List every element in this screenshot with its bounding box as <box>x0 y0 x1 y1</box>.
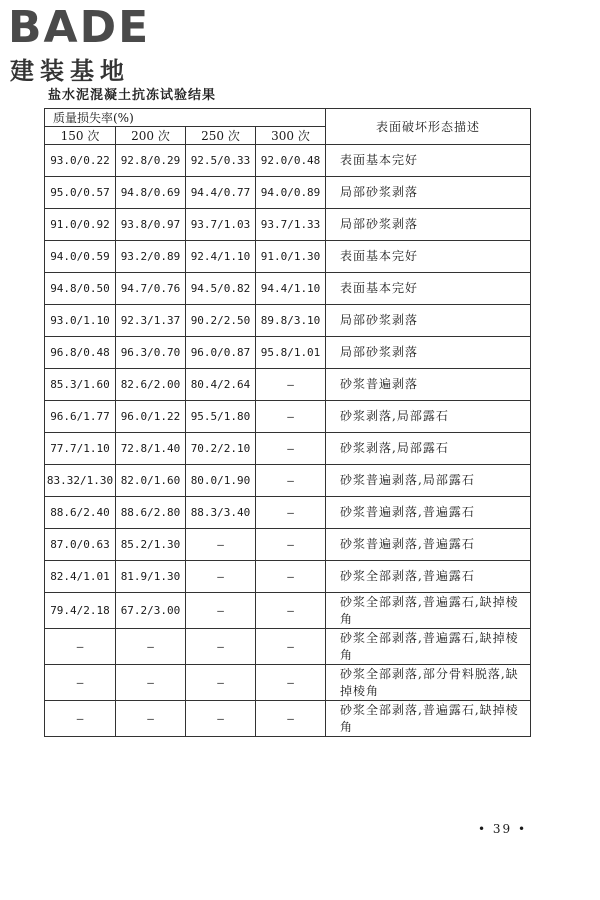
mass-loss-header: 质量损失率(%) <box>45 109 326 127</box>
logo-chinese-text: 建装基地 <box>10 57 130 85</box>
table-row <box>45 497 531 529</box>
table-row <box>45 209 531 241</box>
table-row <box>45 529 531 561</box>
mass-loss-cell: — <box>256 701 326 737</box>
mass-loss-cell: 82.4/1.01 <box>45 561 116 593</box>
description-cell: 局部砂浆剥落 <box>326 209 531 241</box>
mass-loss-cell: 85.3/1.60 <box>45 369 116 401</box>
mass-loss-cell: 95.8/1.01 <box>256 337 326 369</box>
mass-loss-cell: 96.0/1.22 <box>116 401 186 433</box>
mass-loss-cell: — <box>256 369 326 401</box>
mass-loss-cell: — <box>186 561 256 593</box>
table-row <box>45 561 531 593</box>
mass-loss-cell: 92.5/0.33 <box>186 145 256 177</box>
table-row <box>45 465 531 497</box>
run-header-200: 200 次 <box>116 127 186 145</box>
mass-loss-cell: — <box>186 593 256 629</box>
mass-loss-cell: 89.8/3.10 <box>256 305 326 337</box>
mass-loss-cell: 85.2/1.30 <box>116 529 186 561</box>
bade-logo <box>8 4 178 88</box>
description-cell: 局部砂浆剥落 <box>326 305 531 337</box>
table-row <box>45 433 531 465</box>
mass-loss-cell: 77.7/1.10 <box>45 433 116 465</box>
mass-loss-cell: 94.5/0.82 <box>186 273 256 305</box>
description-cell: 局部砂浆剥落 <box>326 177 531 209</box>
mass-loss-cell: — <box>256 561 326 593</box>
table-row <box>45 177 531 209</box>
description-cell: 砂浆全部剥落,普遍露石 <box>326 561 531 593</box>
mass-loss-cell: 80.0/1.90 <box>186 465 256 497</box>
mass-loss-cell: — <box>256 665 326 701</box>
description-cell: 砂浆剥落,局部露石 <box>326 401 531 433</box>
mass-loss-cell: 81.9/1.30 <box>116 561 186 593</box>
table-row <box>45 145 531 177</box>
mass-loss-cell: 96.0/0.87 <box>186 337 256 369</box>
mass-loss-cell: 94.0/0.59 <box>45 241 116 273</box>
run-header-250: 250 次 <box>186 127 256 145</box>
description-cell: 表面基本完好 <box>326 241 531 273</box>
mass-loss-cell: 92.0/0.48 <box>256 145 326 177</box>
mass-loss-cell: — <box>256 465 326 497</box>
mass-loss-cell: 92.8/0.29 <box>116 145 186 177</box>
logo-wordmark: BADE <box>8 2 151 53</box>
description-cell: 砂浆普遍剥落,局部露石 <box>326 465 531 497</box>
description-cell: 表面基本完好 <box>326 273 531 305</box>
table-body <box>45 145 531 737</box>
description-header: 表面破坏形态描述 <box>326 109 531 145</box>
mass-loss-cell: — <box>186 701 256 737</box>
mass-loss-cell: 94.0/0.89 <box>256 177 326 209</box>
table-row <box>45 629 531 665</box>
mass-loss-cell: 93.7/1.33 <box>256 209 326 241</box>
mass-loss-cell: 82.6/2.00 <box>116 369 186 401</box>
mass-loss-cell: 67.2/3.00 <box>116 593 186 629</box>
mass-loss-cell: 91.0/0.92 <box>45 209 116 241</box>
mass-loss-cell: — <box>186 529 256 561</box>
mass-loss-cell: — <box>256 529 326 561</box>
mass-loss-cell: — <box>256 593 326 629</box>
mass-loss-cell: 79.4/2.18 <box>45 593 116 629</box>
mass-loss-cell: 93.2/0.89 <box>116 241 186 273</box>
mass-loss-cell: — <box>116 665 186 701</box>
mass-loss-cell: 83.32/1.30 <box>45 465 116 497</box>
mass-loss-cell: 80.4/2.64 <box>186 369 256 401</box>
mass-loss-cell: 96.6/1.77 <box>45 401 116 433</box>
description-cell: 砂浆剥落,局部露石 <box>326 433 531 465</box>
mass-loss-cell: — <box>256 401 326 433</box>
mass-loss-cell: 93.8/0.97 <box>116 209 186 241</box>
table-row <box>45 593 531 629</box>
description-cell: 砂浆全部剥落,普遍露石,缺掉棱角 <box>326 629 531 665</box>
mass-loss-cell: 87.0/0.63 <box>45 529 116 561</box>
table-title: 盐水泥混凝土抗冻试验结果 <box>48 88 217 103</box>
description-cell: 砂浆普遍剥落,普遍露石 <box>326 497 531 529</box>
run-header-300: 300 次 <box>256 127 326 145</box>
table-row <box>45 305 531 337</box>
mass-loss-cell: — <box>256 433 326 465</box>
mass-loss-cell: 95.0/0.57 <box>45 177 116 209</box>
mass-loss-cell: — <box>186 629 256 665</box>
mass-loss-cell: 91.0/1.30 <box>256 241 326 273</box>
table-row <box>45 401 531 433</box>
table-row <box>45 701 531 737</box>
mass-loss-cell: 92.3/1.37 <box>116 305 186 337</box>
mass-loss-cell: 94.4/0.77 <box>186 177 256 209</box>
mass-loss-cell: 94.8/0.50 <box>45 273 116 305</box>
description-cell: 表面基本完好 <box>326 145 531 177</box>
mass-loss-cell: — <box>45 629 116 665</box>
mass-loss-cell: 88.3/3.40 <box>186 497 256 529</box>
mass-loss-cell: — <box>116 701 186 737</box>
mass-loss-cell: 95.5/1.80 <box>186 401 256 433</box>
description-cell: 砂浆全部剥落,普遍露石,缺掉棱角 <box>326 701 531 737</box>
mass-loss-cell: 88.6/2.40 <box>45 497 116 529</box>
mass-loss-cell: 93.7/1.03 <box>186 209 256 241</box>
mass-loss-cell: 94.4/1.10 <box>256 273 326 305</box>
table-row <box>45 337 531 369</box>
mass-loss-cell: 93.0/0.22 <box>45 145 116 177</box>
mass-loss-cell: — <box>45 701 116 737</box>
mass-loss-cell: 90.2/2.50 <box>186 305 256 337</box>
mass-loss-cell: 70.2/2.10 <box>186 433 256 465</box>
mass-loss-cell: — <box>256 497 326 529</box>
mass-loss-cell: 93.0/1.10 <box>45 305 116 337</box>
description-cell: 砂浆全部剥落,部分骨料脱落,缺掉棱角 <box>326 665 531 701</box>
mass-loss-cell: 94.8/0.69 <box>116 177 186 209</box>
table-row <box>45 665 531 701</box>
table-row <box>45 273 531 305</box>
mass-loss-cell: 82.0/1.60 <box>116 465 186 497</box>
mass-loss-cell: — <box>186 665 256 701</box>
page-number: • 39 • <box>478 822 528 836</box>
mass-loss-cell: 96.3/0.70 <box>116 337 186 369</box>
table-row <box>45 369 531 401</box>
mass-loss-cell: 92.4/1.10 <box>186 241 256 273</box>
mass-loss-cell: — <box>116 629 186 665</box>
mass-loss-cell: — <box>45 665 116 701</box>
mass-loss-cell: 72.8/1.40 <box>116 433 186 465</box>
run-header-150: 150 次 <box>45 127 116 145</box>
description-cell: 砂浆普遍剥落,普遍露石 <box>326 529 531 561</box>
frost-resistance-table <box>44 108 531 737</box>
description-cell: 局部砂浆剥落 <box>326 337 531 369</box>
mass-loss-cell: 94.7/0.76 <box>116 273 186 305</box>
mass-loss-cell: — <box>256 629 326 665</box>
table-row <box>45 241 531 273</box>
mass-loss-cell: 96.8/0.48 <box>45 337 116 369</box>
description-cell: 砂浆普遍剥落 <box>326 369 531 401</box>
description-cell: 砂浆全部剥落,普遍露石,缺掉棱角 <box>326 593 531 629</box>
mass-loss-cell: 88.6/2.80 <box>116 497 186 529</box>
